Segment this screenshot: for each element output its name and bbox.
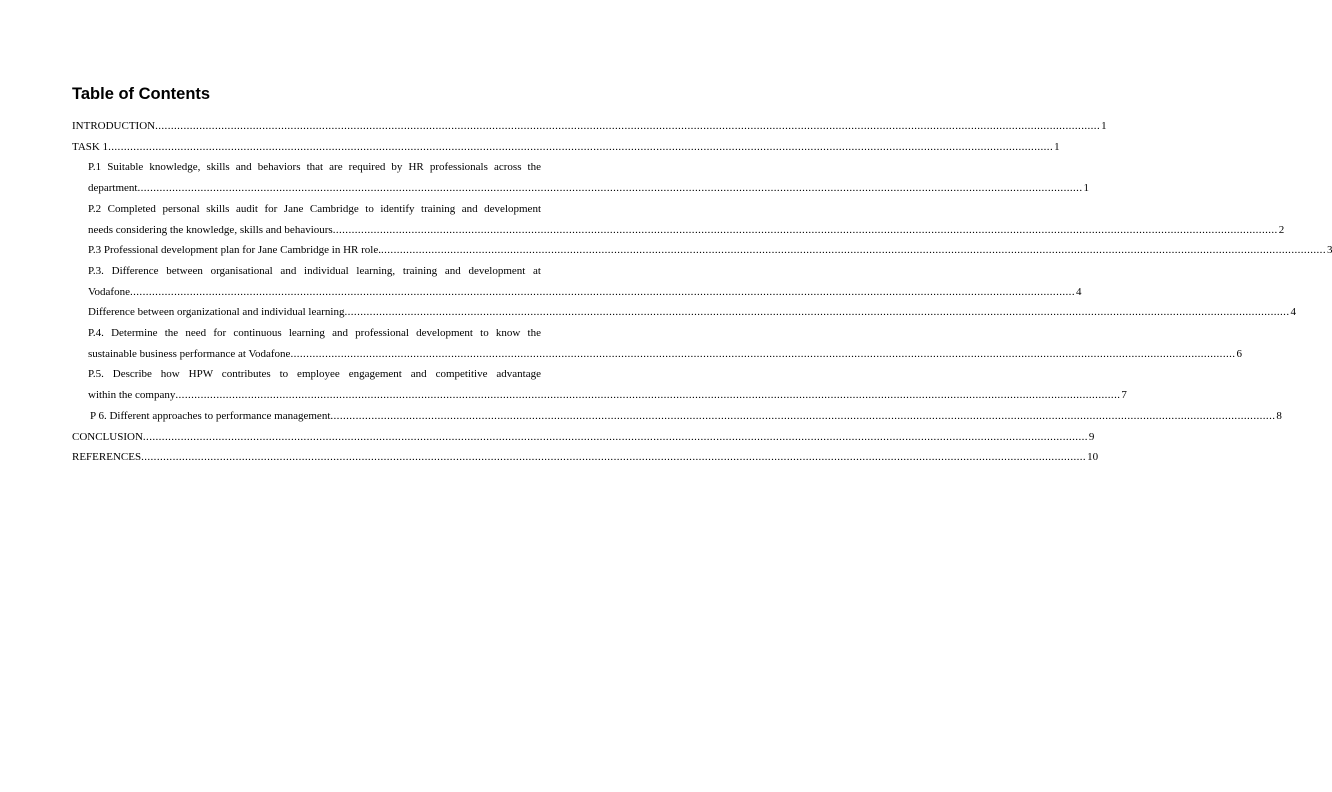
toc-entry-line bbox=[88, 178, 1089, 199]
toc-entry-title: sustainable business performance at Vodafone bbox=[88, 347, 291, 360]
toc-page-number: 8 bbox=[1276, 409, 1282, 422]
dot-leader: ............................................................................................................................................................................................................................................................................................................ bbox=[380, 244, 1326, 257]
toc-entry-title: Vodafone bbox=[88, 285, 130, 298]
toc-page-number: 3 bbox=[1326, 244, 1332, 257]
toc-entry-text-line: P.3. Difference between organisational and individual learning, training and development at bbox=[88, 264, 541, 277]
toc-page-number: 2 bbox=[1278, 223, 1285, 236]
page-title: Table of Contents bbox=[72, 85, 211, 103]
toc-page-number: 1 bbox=[1101, 120, 1107, 132]
toc-entry-line bbox=[72, 427, 1095, 448]
toc-entry-line bbox=[72, 116, 1107, 137]
toc-entry-title: P.3 Professional development plan for Jane Cambridge in HR role. bbox=[88, 244, 381, 257]
dot-leader: ............................................................................................................................................................................................................................................................................................................ bbox=[330, 409, 1276, 422]
dot-leader: ............................................................................................................................................................................................................................................................................................................ bbox=[137, 182, 1083, 195]
toc-page-number: 4 bbox=[1290, 306, 1296, 319]
dot-leader: ............................................................................................................................................................................................................................................................................................................ bbox=[175, 389, 1121, 402]
toc-page-number: 7 bbox=[1121, 389, 1127, 402]
toc-entry-title: CONCLUSION bbox=[72, 430, 143, 443]
dot-leader: ............................................................................................................................................................................................................................................................................................................ bbox=[332, 223, 1278, 236]
dot-leader: ............................................................................................................................................................................................................................................................................................................ bbox=[108, 140, 1054, 153]
toc-entry-title: INTRODUCTION bbox=[72, 120, 156, 132]
dot-leader: ............................................................................................................................................................................................................................................................................................................ bbox=[141, 451, 1087, 464]
toc-page-number: 4 bbox=[1075, 285, 1082, 298]
toc-entry[interactable] bbox=[72, 323, 1242, 364]
toc-entry-line bbox=[88, 220, 1285, 241]
toc-entry[interactable] bbox=[72, 199, 1285, 240]
toc-entry[interactable] bbox=[72, 157, 1089, 198]
toc-entry[interactable] bbox=[72, 364, 1127, 405]
toc-entry-line bbox=[88, 240, 1332, 261]
toc-entry-line bbox=[72, 137, 1060, 158]
toc-entry-line bbox=[88, 385, 1127, 406]
toc-page-number: 1 bbox=[1083, 182, 1089, 195]
toc-entry-title: Difference between organizational and individual learning bbox=[88, 306, 345, 319]
dot-leader: ............................................................................................................................................................................................................................................................................................................ bbox=[142, 430, 1088, 443]
toc-entry-title: REFERENCES bbox=[72, 451, 142, 464]
toc-entry-line bbox=[88, 344, 1242, 365]
toc-entry-text-line: P.4. Determine the need for continuous learning and professional development to know the bbox=[88, 327, 541, 340]
dot-leader: ............................................................................................................................................................................................................................................................................................................ bbox=[344, 306, 1290, 319]
toc-entry-line bbox=[90, 406, 1282, 427]
toc-entry-line bbox=[88, 282, 1082, 303]
toc-page-number: 6 bbox=[1236, 347, 1242, 360]
toc-entry-text-line: P.5. Describe how HPW contributes to employee engagement and competitive advantage bbox=[88, 368, 541, 381]
toc-entry-title: P 6. Different approaches to performance management bbox=[90, 409, 331, 422]
toc-entry-title: TASK 1 bbox=[72, 140, 109, 153]
dot-leader: ............................................................................................................................................................................................................................................................................................................ bbox=[290, 347, 1236, 360]
toc-page-number: 10 bbox=[1087, 451, 1099, 464]
toc-entry-title: needs considering the knowledge, skills and behaviours bbox=[88, 223, 333, 236]
toc-entry-text-line: P.1 Suitable knowledge, skills and behaviors that are required by HR professionals across the bbox=[88, 161, 541, 174]
dot-leader: ............................................................................................................................................................................................................................................................................................................ bbox=[129, 285, 1075, 298]
toc-entry[interactable] bbox=[72, 447, 1099, 468]
toc-entry[interactable] bbox=[72, 427, 1095, 448]
toc-page-number: 9 bbox=[1088, 430, 1095, 443]
toc-entry[interactable] bbox=[72, 116, 1107, 137]
toc-entry-line bbox=[88, 302, 1296, 323]
toc-entry[interactable] bbox=[72, 261, 1082, 302]
toc-entry[interactable] bbox=[72, 240, 1332, 261]
toc-page-number: 1 bbox=[1054, 140, 1060, 153]
toc-entry-line bbox=[72, 447, 1099, 468]
toc-entry[interactable] bbox=[72, 302, 1296, 323]
toc-entry-title: within the company bbox=[88, 389, 176, 402]
toc-entry[interactable] bbox=[72, 406, 1282, 427]
toc-entry-title: department bbox=[88, 182, 138, 195]
toc-entry-text-line: P.2 Completed personal skills audit for Jane Cambridge to identify training and development bbox=[88, 202, 541, 215]
dot-leader: ............................................................................................................................................................................................................................................................................................................ bbox=[155, 120, 1101, 132]
table-of-contents bbox=[72, 116, 1332, 468]
toc-entry[interactable] bbox=[72, 137, 1060, 158]
